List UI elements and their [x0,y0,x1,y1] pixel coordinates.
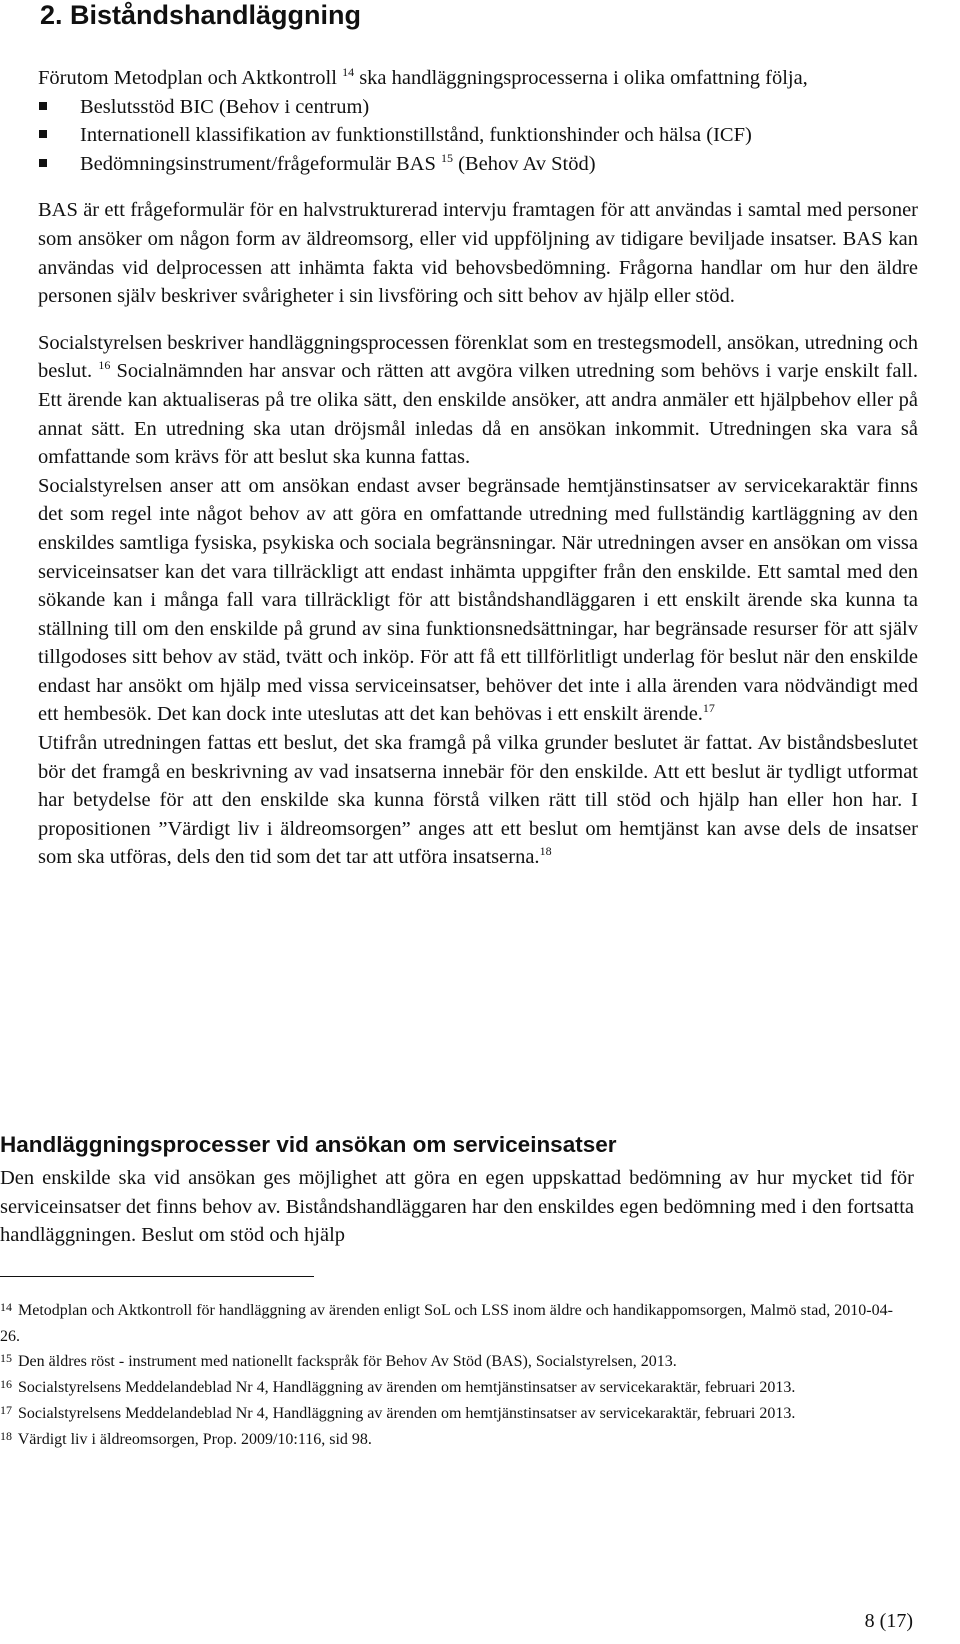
square-bullet-icon [39,130,47,138]
section-heading: 2. Biståndshandläggning [40,0,362,30]
process-text-cont: Socialnämnden har ansvar och rätten att avgöra vilken utredning som behövs i varje enskilt fall. Ett ärende kan aktualiseras på tre olika sätt, den enskilde ansöker, att andra anmäler ett hjälpbehov eller på annat sätt. En utredning ska utan dröjsmål inledas då en ansökan inkommit. Utredningen ska vara så omfattande som krävs för att beslut ska kunna fattas. [38,360,918,469]
intro-paragraph [38,64,918,93]
process-paragraph [38,329,918,472]
footnote-number: 17 [0,1403,12,1417]
spacer [38,178,918,196]
beslut-paragraph [38,729,918,872]
footnote-text: Socialstyrelsens Meddelandeblad Nr 4, Handläggning av ärenden om hemtjänstinsatser av servicekaraktär, februari 2013. [18,1379,796,1396]
bullet-text: Bedömningsinstrument/frågeformulär BAS [80,152,436,175]
footnote-text: Socialstyrelsens Meddelandeblad Nr 4, Handläggning av ärenden om hemtjänstinsatser av servicekaraktär, februari 2013. [18,1405,796,1422]
bullet-text: Beslutsstöd BIC (Behov i centrum) [80,95,370,118]
footnotes [0,1298,900,1453]
subsection-heading: Handläggningsprocesser vid ansökan om serviceinsatser [0,1132,617,1157]
footnote-separator [0,1276,314,1277]
footnote-number: 15 [0,1351,12,1365]
last-paragraph: Den enskilde ska vid ansökan ges möjlighet att göra en egen uppskattad bedömning av hur mycket tid för serviceinsatser det finns behov av. Biståndshandläggaren har den enskildes egen bedömning med i den fortsatta handläggningen. Beslut om stöd och hjälp [0,1167,914,1247]
page-number: 8 (17) [864,1610,913,1632]
main-text-bottom [0,1164,914,1250]
bullet-list [38,93,918,179]
footnote-text: Värdigt liv i äldreomsorgen, Prop. 2009/10:116, sid 98. [17,1431,372,1448]
footnote-15 [0,1349,900,1375]
footnote-number: 18 [0,1429,12,1443]
bullet-item [38,93,918,122]
footnote-text: Den äldres röst - instrument med nationellt fackspråk för Behov Av Stöd (BAS), Socialstyrelsen, 2013. [18,1353,677,1370]
footnote-ref-17[interactable]: 17 [702,701,715,716]
footnote-ref-16[interactable]: 16 [98,358,111,373]
square-bullet-icon [39,102,47,110]
footnote-number: 14 [0,1300,12,1314]
bullet-item [38,121,918,150]
square-bullet-icon [39,159,47,167]
footnote-ref-18[interactable]: 18 [539,844,552,859]
bullet-text: Internationell klassifikation av funktionstillstånd, funktionshinder och hälsa (ICF) [80,124,752,147]
footnote-ref-15[interactable]: 15 [440,150,453,165]
anser-text: Socialstyrelsen anser att om ansökan endast avser begränsade hemtjänstinsatser av servicekaraktär finns det som regel inte något behov av att göra en omfattande utredning med fullständig kartläggning av den enskildes samtliga fysiska, psykiska och sociala begränsningar. När utredningen avser en ansökan om vissa serviceinsatser kan det vara tillräckligt att endast inhämta uppgifter från den enskilde. Ett samtal med den sökande kan i många fall vara tillräckligt för att biståndshandläggaren i ett enskilt ärende ska kunna ta ställning till om den enskilde på grund av sina funktionsnedsättningar, har begränsade resurser för att själv tillgodoses sitt behov av städ, tvätt och inköp. För att få ett tillförlitligt underlag för beslut när den enskilde endast har ansökt om hjälp med vissa serviceinsatser, behöver det inte i alla ärenden vara nödvändigt med ett hembesök. Det kan dock inte uteslutas att det kan behövas i ett enskilt ärende. [38,474,918,726]
intro-text-cont: ska handläggningsprocesserna i olika omfattning följa, [359,67,808,89]
spacer [38,311,918,329]
footnote-text: Metodplan och Aktkontroll för handläggning av ärenden enligt SoL och LSS inom äldre och handikappomsorgen, Malmö stad, 2010-04-26. [0,1302,893,1345]
main-text-top [38,64,918,872]
bullet-item [38,150,918,179]
footnote-number: 16 [0,1377,12,1391]
footnote-14 [0,1298,900,1349]
bas-paragraph: BAS är ett frågeformulär för en halvstrukturerad intervju framtagen för att användas i samtal med personer som ansöker om någon form av äldreomsorg, eller vid uppföljning av tidigare beviljade insatser. BAS kan användas vid delprocessen att inhämta fakta vid behovsbedömning. Frågorna handlar om hur den äldre personen själv beskriver svårigheter i sin livsföring och sitt behov av hjälp eller stöd. [38,199,918,308]
process-text: Socialstyrelsen beskriver handläggningsprocessen förenklat som en trestegsmodell, ansökan, utredning och beslut. [38,331,918,383]
footnote-16 [0,1375,900,1401]
footnote-ref-14[interactable]: 14 [342,65,355,79]
anser-paragraph [38,472,918,729]
footnote-18 [0,1427,900,1453]
footnote-17 [0,1401,900,1427]
intro-text: Förutom Metodplan och Aktkontroll [38,67,337,89]
bullet-text-cont: (Behov Av Stöd) [458,152,596,175]
beslut-text: Utifrån utredningen fattas ett beslut, det ska framgå på vilka grunder beslutet är fattat. Av biståndsbeslutet bör det framgå en beskrivning av vad insatserna innebär för den enskilde. Att ett beslut är tydligt utformat har betydelse för att den enskilde ska kunna förstå vilken rätt till stöd och hjälp han eller hon har. I propositionen ”Värdigt liv i äldreomsorgen” anges att ett beslut om hemtjänst kan avse dels de insatser som ska utföras, dels den tid som det tar att utföra insatserna. [38,732,918,869]
